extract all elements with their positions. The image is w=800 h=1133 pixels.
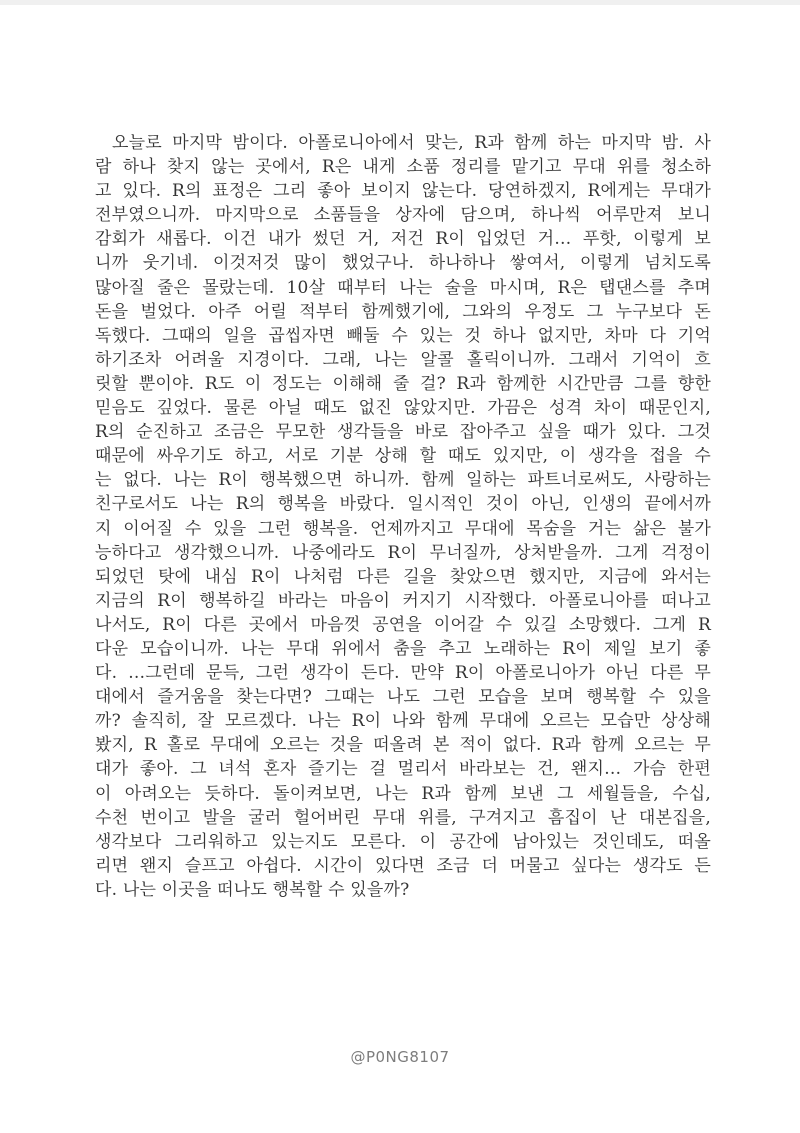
text-line: 하기조차 어려울 지경이다. 그래, 나는 알콜 홀릭이니까. 그래서 기억이 흐	[95, 349, 711, 370]
diary-paragraph	[95, 131, 711, 902]
watermark: @P0NG8107	[350, 1048, 450, 1066]
text-line: 오늘로 마지막 밤이다. 아폴로니아에서 맞는, R과 함께 하는 마지막 밤. 사	[112, 133, 711, 153]
text-line: 때문에 싸우기도 하고, 서로 기분 상해 할 때도 있지만, 이 생각을 접을 수	[95, 446, 711, 467]
text-line: 이 아려오는 듯하다. 돌이켜보면, 나는 R과 함께 보낸 그 세월들을, 수십,	[95, 783, 711, 804]
text-line: 생각보다 그리워하고 있는지도 모른다. 이 공간에 남아있는 것인데도, 떠올	[95, 831, 711, 852]
text-line: 다. 나는 이곳을 떠나도 행복할 수 있을까?	[95, 879, 410, 900]
text-line: 믿음도 깊었다. 물론 아닐 때도 없진 않았지만. 가끔은 성격 차이 때문인지,	[95, 398, 711, 419]
text-line: 다. …그런데 문득, 그런 생각이 든다. 만약 R이 아폴로니아가 아닌 다른 무	[95, 663, 711, 684]
text-line: 수천 번이고 발을 굴러 헐어버린 무대 위를, 구겨지고 흠집이 난 대본집을,	[95, 807, 711, 828]
text-line: 릿할 뿐이야. R도 이 정도는 이해해 줄 걸? R과 함께한 시간만큼 그를 향한	[95, 373, 711, 394]
text-line: 능하다고 생각했으니까. 나중에라도 R이 무너질까, 상처받을까. 그게 걱정이	[95, 542, 711, 563]
text-line: 돈을 벌었다. 아주 어릴 적부터 함께했기에, 그와의 우정도 그 누구보다 돈	[95, 301, 711, 322]
text-line: 지 이어질 수 있을 그런 행복을. 언제까지고 무대에 목숨을 거는 삶은 불가	[95, 518, 711, 539]
text-line: 친구로서도 나는 R의 행복을 바랐다. 일시적인 것이 아닌, 인생의 끝에서까	[95, 494, 711, 515]
text-line: 봤지, R 홀로 무대에 오르는 것을 떠올려 본 적이 없다. R과 함께 오르는 무	[95, 735, 711, 756]
text-line: R의 순진하고 조금은 무모한 생각들을 바로 잡아주고 싶을 때가 있다. 그것	[95, 422, 711, 443]
text-line: 대가 좋아. 그 녀석 혼자 즐기는 걸 멀리서 바라보는 건, 왠지… 가슴 한편	[95, 759, 711, 780]
text-line: 니까 웃기네. 이것저것 많이 했었구나. 하나하나 쌓여서, 이렇게 넘치도록	[95, 253, 711, 274]
text-line: 많아질 줄은 몰랐는데. 10살 때부터 나는 술을 마시며, R은 탭댄스를 추며	[95, 277, 711, 298]
text-line: 고 있다. R의 표정은 그리 좋아 보이지 않는다. 당연하겠지, R에게는 무대가	[95, 181, 711, 202]
text-line: 감회가 새롭다. 이건 내가 썼던 거, 저건 R이 입었던 거… 푸핫, 이렇게 보	[95, 229, 711, 250]
text-line: 다운 모습이니까. 나는 무대 위에서 춤을 추고 노래하는 R이 제일 보기 좋	[95, 638, 711, 659]
text-line: 지금의 R이 행복하길 바라는 마음이 커지기 시작했다. 아폴로니아를 떠나고	[95, 590, 711, 611]
text-line: 독했다. 그때의 일을 곱씹자면 빼둘 수 있는 것 하나 없지만, 차마 다 기억	[95, 325, 711, 346]
text-line: 대에서 즐거움을 찾는다면? 그때는 나도 그런 모습을 보며 행복할 수 있을	[95, 687, 711, 708]
text-line: 까? 솔직히, 잘 모르겠다. 나는 R이 나와 함께 무대에 오르는 모습만 상상해	[95, 711, 711, 732]
top-border-strip	[0, 0, 800, 5]
text-line: 전부였으니까. 마지막으로 소품들을 상자에 담으며, 하나씩 어루만져 보니	[95, 205, 711, 226]
text-line: 나서도, R이 다른 곳에서 마음껏 공연을 이어갈 수 있길 소망했다. 그게 R	[95, 614, 711, 635]
text-line: 리면 왠지 슬프고 아쉽다. 시간이 있다면 조금 더 머물고 싶다는 생각도 든	[95, 855, 711, 876]
text-line: 람 하나 찾지 않는 곳에서, R은 내게 소품 정리를 맡기고 무대 위를 청소하	[95, 157, 711, 178]
text-line: 는 없다. 나는 R이 행복했으면 하니까. 함께 일하는 파트너로써도, 사랑하는	[95, 470, 711, 491]
text-line: 되었던 탓에 내심 R이 나처럼 다른 길을 찾았으면 했지만, 지금에 와서는	[95, 566, 711, 587]
